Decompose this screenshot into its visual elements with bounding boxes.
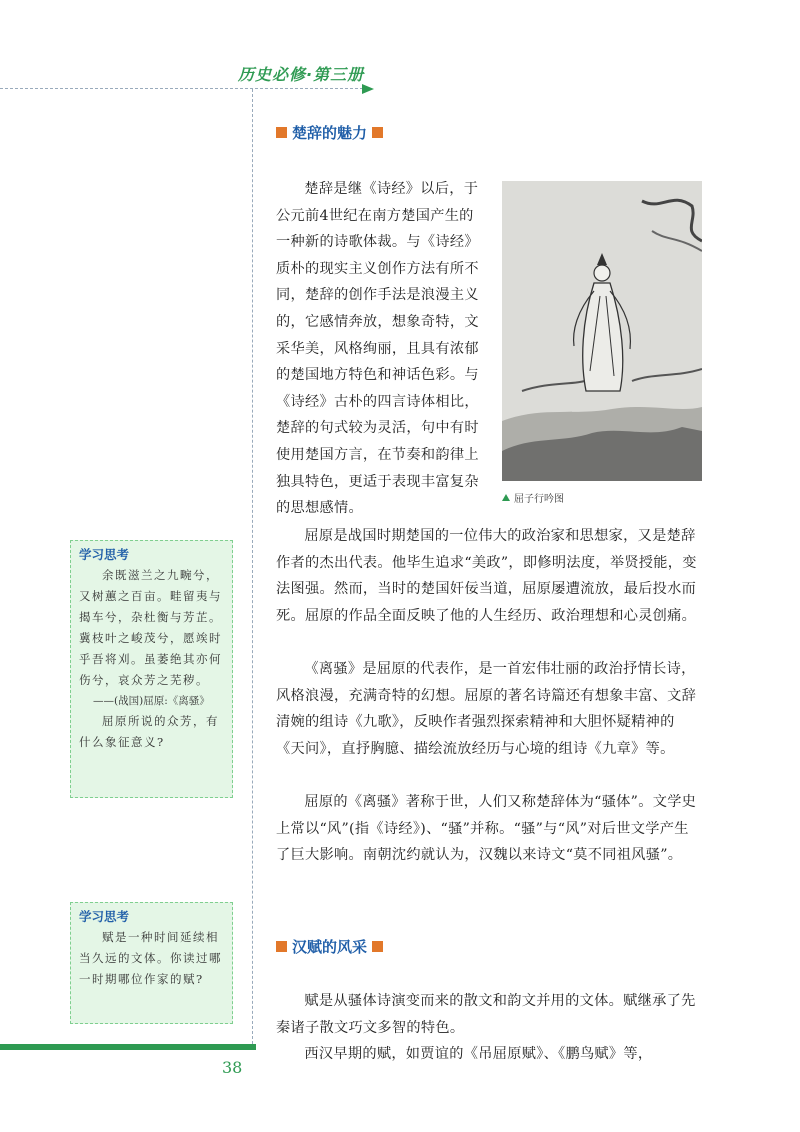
paragraph-xihan: 西汉早期的赋，如贾谊的《吊屈原赋》、《鹏鸟赋》等， xyxy=(304,1046,653,1062)
qu-yuan-painting xyxy=(502,181,702,481)
section-heading-label: 楚辞的魅力 xyxy=(292,124,368,142)
sidebar-box-title: 学习思考 xyxy=(79,547,130,562)
sidebar-think-box-1 xyxy=(70,540,233,798)
column-divider xyxy=(252,89,253,1049)
sidebar-think-box-2 xyxy=(70,902,233,1024)
figure-caption xyxy=(502,490,564,505)
page-number: 38 xyxy=(222,1058,243,1077)
figure-caption-text: 屈子行吟图 xyxy=(514,494,564,505)
section-heading-label: 汉赋的风采 xyxy=(292,938,368,956)
paragraph-fu: 赋是从骚体诗演变而来的散文和韵文并用的文体。赋继承了先秦诸子散文巧文多智的特色。 xyxy=(276,993,696,1036)
figure-image xyxy=(502,181,702,481)
square-bullet-icon xyxy=(372,127,383,138)
sidebar-box-title: 学习思考 xyxy=(79,909,130,924)
square-bullet-icon xyxy=(276,941,287,952)
paragraph-quyuan: 屈原是战国时期楚国的一位伟大的政治家和思想家，又是楚辞作者的杰出代表。他毕生追求“美政”，即修明法度，举贤授能，变法图强。然而，当时的楚国奸佞当道，屈原屡遭流放，最后投水而死。屈原的作品全面反映了他的人生经历、政治理想和心灵创痛。 xyxy=(276,528,697,624)
paragraph-intro: 楚辞是继《诗经》以后，于公元前4世纪在南方楚国产生的一种新的诗歌体裁。与《诗经》质朴的现实主义创作方法有所不同，楚辞的创作手法是浪漫主义的，它感情奔放，想象奇特，文采华美，风格绚丽，且具有浓郁的楚国地方特色和神话色彩。与《诗经》古朴的四言诗体相比，楚辞的句式较为灵活，句中有时使用楚国方言，在节奏和韵律上独具特色，更适于表现丰富复杂的思想感情。 xyxy=(276,181,479,517)
header-title: 历史必修·第三册 xyxy=(238,65,365,84)
section-heading-hanfu xyxy=(276,936,383,957)
sidebar-quote: 余既滋兰之九畹兮，又树蕙之百亩。畦留夷与揭车兮，杂杜衡与芳芷。冀枝叶之峻茂兮，愿竢时乎吾将刈。虽萎绝其亦何伤兮，哀众芳之芜秽。 xyxy=(79,568,222,687)
triangle-icon xyxy=(502,494,510,501)
sidebar-question: 屈原所说的众芳，有什么象征意义? xyxy=(79,714,219,749)
arrow-icon xyxy=(362,84,374,94)
square-bullet-icon xyxy=(276,127,287,138)
footer-bar xyxy=(0,1044,256,1050)
section-heading-chuci xyxy=(276,122,383,143)
square-bullet-icon xyxy=(372,941,383,952)
sidebar-question: 赋是一种时间延续相当久远的文体。你读过哪一时期哪位作家的赋? xyxy=(79,930,222,986)
sidebar-quote-source: ——(战国)屈原:《离骚》 xyxy=(93,695,210,707)
paragraph-lisao: 《离骚》是屈原的代表作，是一首宏伟壮丽的政治抒情长诗，风格浪漫，充满奇特的幻想。屈原的著名诗篇还有想象丰富、文辞清婉的组诗《九歌》，反映作者强烈探索精神和大胆怀疑精神的《天问》，直抒胸臆、描绘流放经历与心境的组诗《九章》等。 xyxy=(276,661,697,757)
header-divider xyxy=(0,88,368,89)
paragraph-saoti: 屈原的《离骚》著称于世，人们又称楚辞体为“骚体”。文学史上常以“风”(指《诗经》)、“骚”并称。“骚”与“风”对后世文学产生了巨大影响。南朝沈约就认为，汉魏以来诗文“莫不同祖风骚”。 xyxy=(276,794,697,864)
